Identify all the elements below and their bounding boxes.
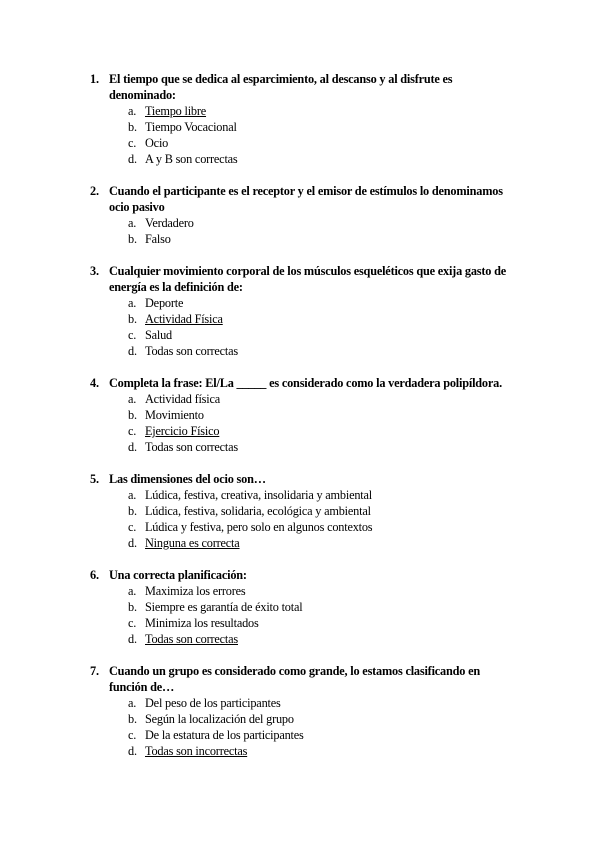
option-text: Siempre es garantía de éxito total [145, 600, 303, 614]
option-text: Verdadero [145, 216, 194, 230]
option-letter: d. [128, 344, 137, 358]
answer-option [90, 343, 520, 359]
option-text: A y B son correctas [145, 152, 238, 166]
answer-option [90, 151, 520, 167]
question-text: Cuando un grupo es considerado como grande, lo estamos clasificando en función de… [109, 664, 480, 694]
option-letter: d. [128, 440, 137, 454]
answer-option [90, 727, 520, 743]
option-letter: b. [128, 712, 137, 726]
question-list [90, 71, 520, 775]
option-letter: b. [128, 600, 137, 614]
option-text: Movimiento [145, 408, 204, 422]
option-text: Lúdica, festiva, solidaria, ecológica y ambiental [145, 504, 371, 518]
answer-option [90, 535, 520, 551]
correct-option-text: Tiempo libre [145, 104, 207, 118]
answer-option [90, 583, 520, 599]
question-text: Una correcta planificación: [109, 568, 247, 582]
option-letter: a. [128, 696, 137, 710]
option-text: Tiempo Vocacional [145, 120, 237, 134]
option-letter: d. [128, 744, 137, 758]
option-letter: b. [128, 120, 137, 134]
option-text: Maximiza los errores [145, 584, 246, 598]
answer-option [90, 615, 520, 631]
option-letter: b. [128, 408, 137, 422]
question-text: El tiempo que se dedica al esparcimiento, al descanso y al disfrute es denominado: [109, 72, 453, 102]
option-letter: a. [128, 392, 137, 406]
option-letter: c. [128, 136, 137, 150]
question-number: 4. [90, 376, 99, 390]
option-letter: d. [128, 632, 137, 646]
option-letter: c. [128, 520, 137, 534]
answer-option [90, 231, 520, 247]
option-text: Lúdica y festiva, pero solo en algunos contextos [145, 520, 373, 534]
answer-option [90, 423, 520, 439]
question [90, 375, 520, 455]
option-text: Deporte [145, 296, 184, 310]
option-text: Todas son correctas [145, 440, 238, 454]
question-number: 3. [90, 264, 99, 278]
question-number: 7. [90, 664, 99, 678]
answer-option [90, 711, 520, 727]
question-header [90, 183, 520, 215]
answer-option [90, 743, 520, 759]
question [90, 263, 520, 359]
question-number: 6. [90, 568, 99, 582]
question-header [90, 71, 520, 103]
question-header [90, 567, 520, 583]
question [90, 471, 520, 551]
correct-option-text: Ejercicio Físico [145, 424, 220, 438]
option-letter: a. [128, 488, 137, 502]
option-letter: c. [128, 328, 137, 342]
question-number: 2. [90, 184, 99, 198]
option-text: Salud [145, 328, 173, 342]
option-letter: a. [128, 216, 137, 230]
option-letter: a. [128, 584, 137, 598]
answer-option [90, 311, 520, 327]
question-number: 5. [90, 472, 99, 486]
answer-option [90, 327, 520, 343]
question [90, 567, 520, 647]
option-text: Según la localización del grupo [145, 712, 294, 726]
answer-option [90, 599, 520, 615]
answer-option [90, 135, 520, 151]
correct-option-text: Todas son correctas [145, 632, 238, 646]
question-text: Las dimensiones del ocio son… [109, 472, 266, 486]
option-text: Lúdica, festiva, creativa, insolidaria y ambiental [145, 488, 372, 502]
question-text: Cualquier movimiento corporal de los músculos esqueléticos que exija gasto de energía es la definición de: [109, 264, 506, 294]
answer-option [90, 407, 520, 423]
answer-option [90, 695, 520, 711]
question-text: Cuando el participante es el receptor y el emisor de estímulos lo denominamos ocio pasivo [109, 184, 503, 214]
correct-option-text: Actividad Física [145, 312, 223, 326]
answer-option [90, 103, 520, 119]
option-letter: c. [128, 424, 137, 438]
option-text: Del peso de los participantes [145, 696, 281, 710]
option-letter: b. [128, 504, 137, 518]
option-letter: c. [128, 616, 137, 630]
option-letter: d. [128, 152, 137, 166]
option-text: Todas son correctas [145, 344, 238, 358]
correct-option-text: Todas son incorrectas [145, 744, 248, 758]
answer-option [90, 295, 520, 311]
question-header [90, 375, 520, 391]
option-text: Actividad física [145, 392, 220, 406]
option-letter: a. [128, 296, 137, 310]
answer-option [90, 391, 520, 407]
question [90, 183, 520, 247]
option-text: Ocio [145, 136, 169, 150]
correct-option-text: Ninguna es correcta [145, 536, 240, 550]
option-text: Falso [145, 232, 171, 246]
option-letter: c. [128, 728, 137, 742]
question-header [90, 263, 520, 295]
question-number: 1. [90, 72, 99, 86]
question-header [90, 471, 520, 487]
answer-option [90, 519, 520, 535]
answer-option [90, 631, 520, 647]
question-text: Completa la frase: El/La _____ es considerado como la verdadera polipíldora. [109, 376, 502, 390]
question-header [90, 663, 520, 695]
option-text: Minimiza los resultados [145, 616, 259, 630]
answer-option [90, 215, 520, 231]
option-text: De la estatura de los participantes [145, 728, 304, 742]
question [90, 663, 520, 759]
option-letter: a. [128, 104, 137, 118]
option-letter: d. [128, 536, 137, 550]
answer-option [90, 487, 520, 503]
question [90, 71, 520, 167]
answer-option [90, 119, 520, 135]
option-letter: b. [128, 232, 137, 246]
option-letter: b. [128, 312, 137, 326]
answer-option [90, 439, 520, 455]
answer-option [90, 503, 520, 519]
